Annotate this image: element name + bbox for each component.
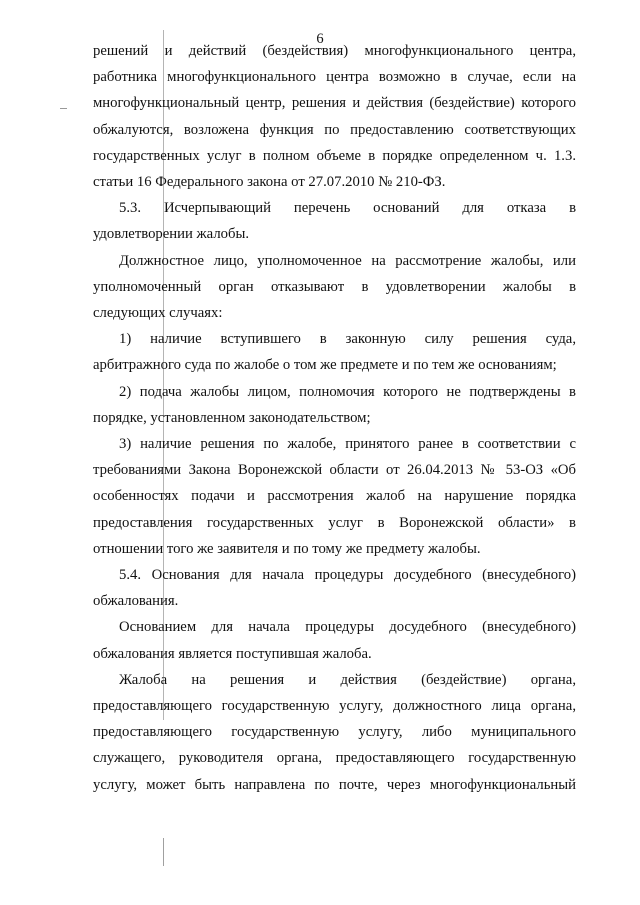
list-item-1 xyxy=(93,326,576,378)
text-line: 5.3. Исчерпывающий перечень оснований для отказа в xyxy=(119,200,576,217)
text-line: уполномоченный орган отказывают в удовлетворении жалобы в xyxy=(93,278,576,295)
section-5-4-heading xyxy=(93,562,576,614)
list-item-2 xyxy=(93,379,576,431)
text-line: предоставляющего государственную услугу, либо муниципального xyxy=(93,724,576,741)
text-line: 3) наличие решения по жалобе, принятого ранее в соответствии с xyxy=(119,436,576,453)
text-line: государственных услуг в полном объеме в порядке определенном ч. 1.3. xyxy=(93,147,576,164)
scan-fold-line-lower xyxy=(163,838,164,866)
text-line: предоставления государственных услуг в Воронежской области» в xyxy=(93,514,576,531)
text-line: порядке, установленном законодательством; xyxy=(93,409,371,426)
section-5-3-heading xyxy=(93,195,576,247)
paragraph-complaint-submission xyxy=(93,667,576,798)
text-line: 5.4. Основания для начала процедуры досудебного (внесудебного) xyxy=(119,567,576,584)
text-line: Жалоба на решения и действия (бездействие) органа, xyxy=(119,671,576,688)
paragraph-grounds xyxy=(93,614,576,666)
text-line: Основанием для начала процедуры досудебного (внесудебного) xyxy=(119,619,576,636)
paragraph-continuation xyxy=(93,38,576,195)
text-line: услугу, может быть направлена по почте, через многофункциональный xyxy=(93,776,576,793)
text-line: требованиями Закона Воронежской области от 26.04.2013 № 53-ОЗ «Об xyxy=(93,462,576,479)
text-line: следующих случаях: xyxy=(93,305,223,322)
text-line: 1) наличие вступившего в законную силу решения суда, xyxy=(119,331,576,348)
text-line: удовлетворении жалобы. xyxy=(93,226,250,243)
page-number: 6 xyxy=(316,31,324,47)
text-line: служащего, руководителя органа, предоставляющего государственную xyxy=(93,750,576,767)
text-line: обжалования является поступившая жалоба. xyxy=(93,645,372,662)
text-line: предоставляющего государственную услугу, должностного лица органа, xyxy=(93,698,576,715)
text-line: многофункциональный центр, решения и действия (бездействие) которого xyxy=(93,95,576,112)
text-line: решений и действий (бездействия) многофункционального центра, xyxy=(93,43,576,59)
text-line: особенностях подачи и рассмотрения жалоб на нарушение порядка xyxy=(93,488,576,505)
list-item-3 xyxy=(93,431,576,562)
text-line: отношении того же заявителя и по тому же предмету жалобы. xyxy=(93,540,481,557)
text-line: арбитражного суда по жалобе о том же предмете и по тем же основаниям; xyxy=(93,357,557,374)
text-line: статьи 16 Федерального закона от 27.07.2010 № 210-ФЗ. xyxy=(93,174,446,191)
document-body xyxy=(93,38,576,798)
text-line: работника многофункционального центра возможно в случае, если на xyxy=(93,69,576,86)
text-line: 2) подача жалобы лицом, полномочия которого не подтверждены в xyxy=(119,383,576,400)
margin-mark xyxy=(60,108,67,109)
text-line: Должностное лицо, уполномоченное на рассмотрение жалобы, или xyxy=(119,252,576,269)
text-line: обжалуются, возложена функция по предоставлению соответствующих xyxy=(93,121,576,138)
paragraph-refusal-intro xyxy=(93,248,576,327)
text-line: обжалования. xyxy=(93,593,179,610)
